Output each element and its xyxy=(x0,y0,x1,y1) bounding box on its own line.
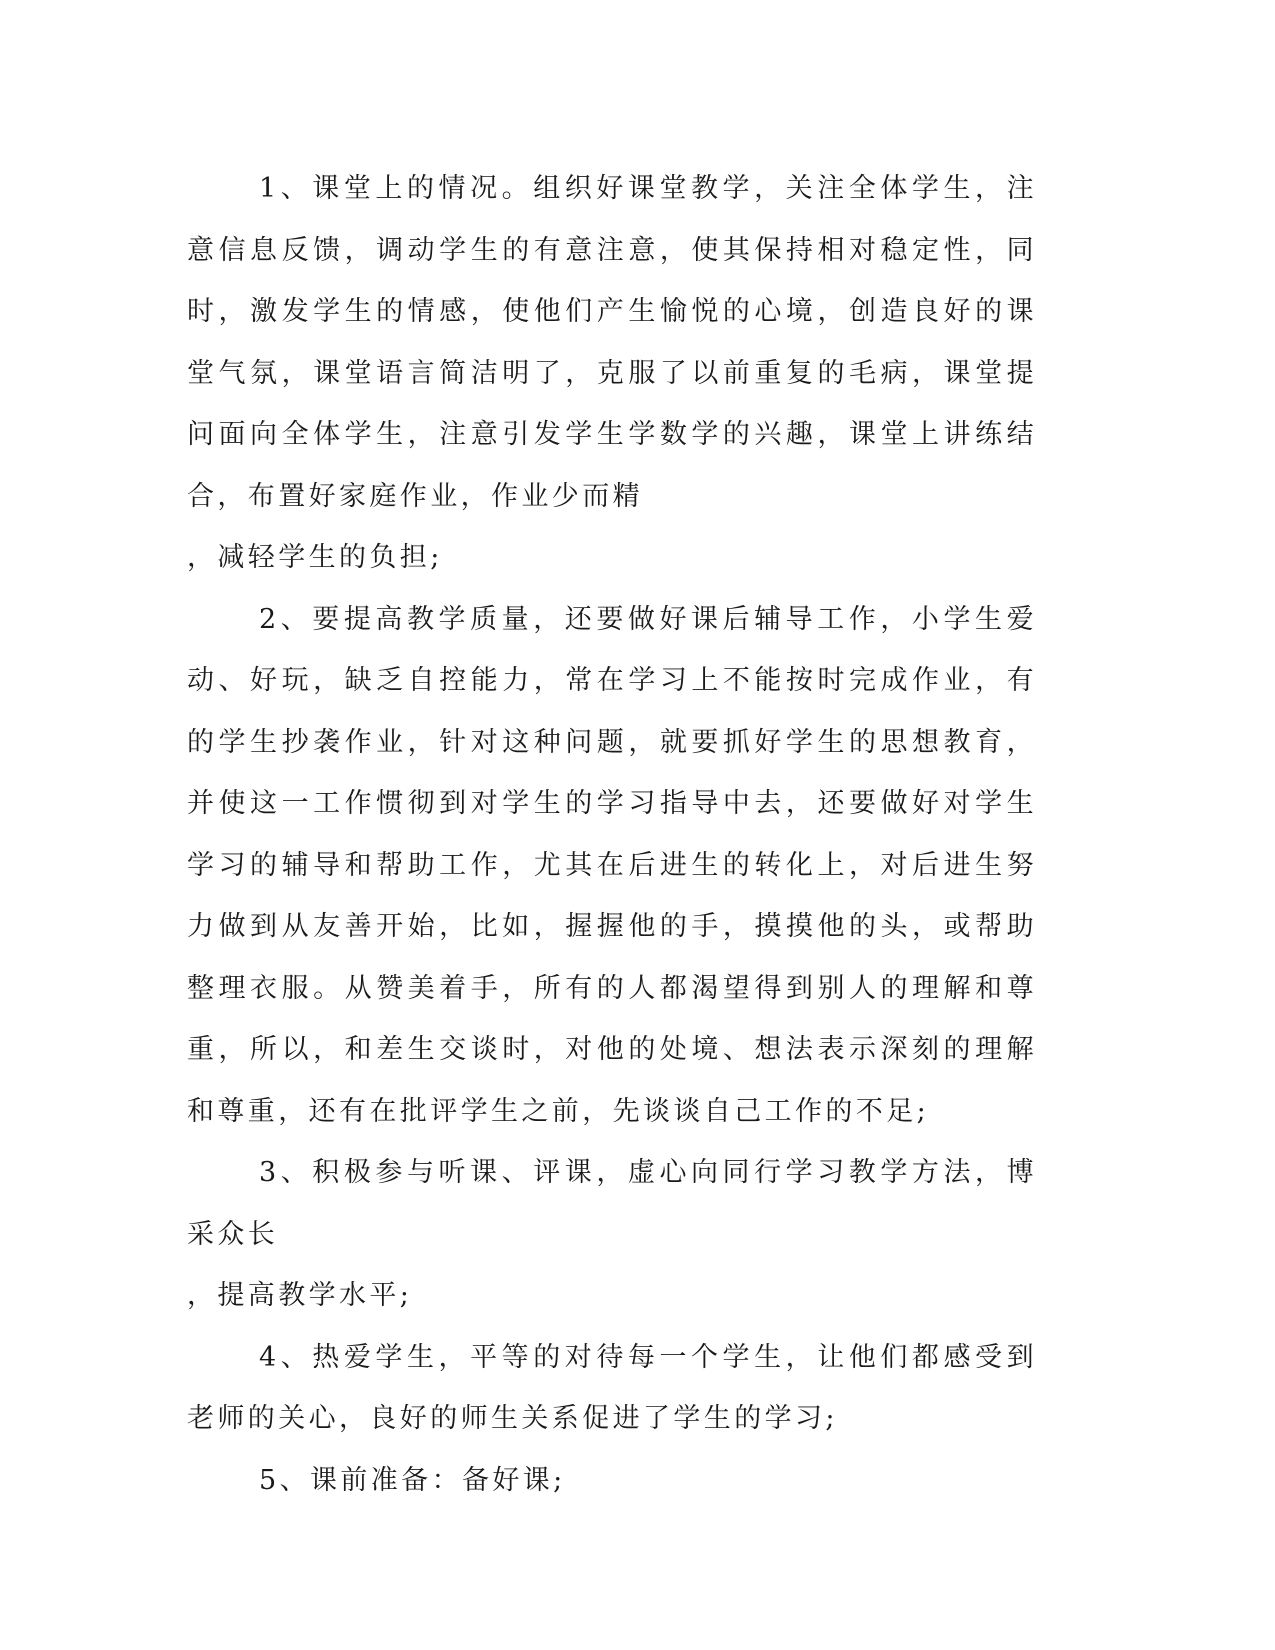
paragraph-2: 2、要提高教学质量，还要做好课后辅导工作，小学生爱动、好玩，缺乏自控能力，常在学习上不能按时完成作业，有的学生抄袭作业，针对这种问题，就要抓好学生的思想教育，并使这一工作惯彻到对学生的学习指导中去，还要做好对学生学习的辅导和帮助工作，尤其在后进生的转化上，对后进生努力做到从友善开始，比如，握握他的手，摸摸他的头，或帮助整理衣服。从赞美着手，所有的人都渴望得到别人的理解和尊重，所以，和差生交谈时，对他的处境、想法表示深刻的理解和尊重，还有在批评学生之前，先谈谈自己工作的不足; xyxy=(187,603,1037,1127)
paragraph-4: 4、热爱学生，平等的对待每一个学生，让他们都感受到老师的关心，良好的师生关系促进了学生的学习; xyxy=(187,1341,1037,1434)
paragraph-1: 1、课堂上的情况。组织好课堂教学，关注全体学生，注意信息反馈，调动学生的有意注意，使其保持相对稳定性，同时，激发学生的情感，使他们产生愉悦的心境，创造良好的课堂气氛，课堂语言简洁明了，克服了以前重复的毛病，课堂提问面向全体学生，注意引发学生学数学的兴趣，课堂上讲练结合，布置好家庭作业，作业少而精 ，减轻学生的负担; xyxy=(187,173,1037,573)
document-body xyxy=(187,158,1037,1511)
paragraph-5: 5、课前准备：备好课; xyxy=(259,1464,566,1496)
paragraph-3: 3、积极参与听课、评课，虚心向同行学习教学方法，博采众长 ，提高教学水平; xyxy=(187,1157,1037,1311)
